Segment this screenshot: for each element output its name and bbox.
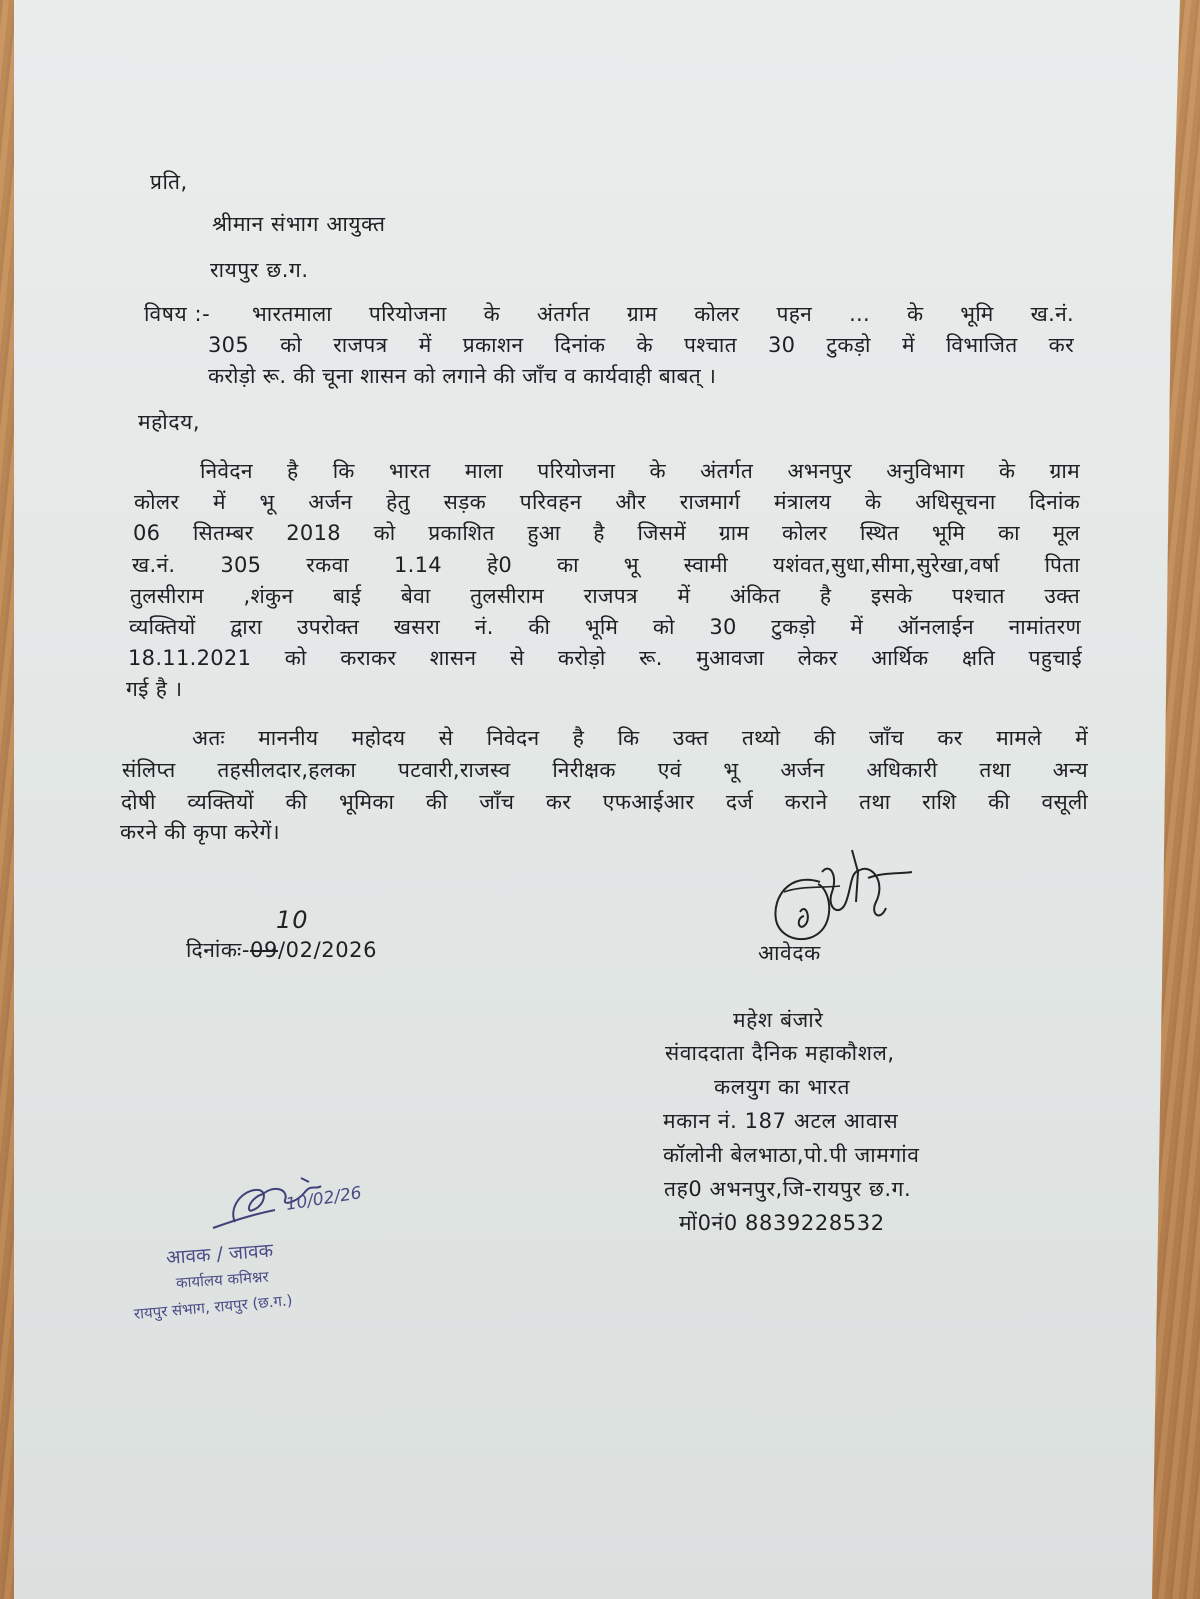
paragraph-line: करने की कृपा करेगें। [120, 820, 280, 844]
date-label: दिनांकः- [186, 938, 251, 962]
sender-line: मकान नं. 187 अटल आवास [663, 1109, 899, 1133]
salutation-to: प्रति, [150, 170, 188, 194]
paragraph-line: 18.11.2021 को कराकर शासन से करोड़ो रू. मुआवजा लेकर आर्थिक क्षति पहुचाई [128, 646, 1082, 670]
paragraph-line: ख.नं. 305 रकवा 1.14 हे0 का भू स्वामी यशंवत,सुधा,सीमा,सुरेखा,वर्षा पिता [132, 553, 1080, 577]
date-rest: /02/2026 [277, 938, 378, 962]
paragraph-line: अतः माननीय महोदय से निवेदन है कि उक्त तथ्यो की जॉंच कर मामले में [192, 726, 1088, 750]
sender-name: महेश बंजारे [733, 1008, 824, 1032]
paragraph-line: कोलर में भू अर्जन हेतु सड़क परिवहन और राजमार्ग मंत्रालय के अधिसूचना दिनांक [134, 490, 1080, 514]
sender-phone: मों0नं0 8839228532 [679, 1211, 885, 1235]
date-line [186, 940, 377, 961]
stamp-line: कार्यालय कमिश्नर [175, 1267, 270, 1292]
receipt-signature-date: 10/02/26 [284, 1183, 363, 1215]
sender-line: संवाददाता दैनिक महाकौशल, [665, 1041, 895, 1065]
sender-line: कॉलोनी बेलभाठा,पो.पी जामगांव [663, 1143, 920, 1167]
subject-line: करोड़ो रू. की चूना शासन को लगाने की जॉंच व कार्यवाही बाबत् । [208, 364, 717, 388]
stamp-line: आवक / जावक [165, 1239, 274, 1269]
recipient-title: श्रीमान संभाग आयुक्त [212, 212, 386, 236]
paragraph-line: 06 सितम्बर 2018 को प्रकाशित हुआ है जिसमें ग्राम कोलर स्थित भूमि का मूल [133, 521, 1080, 545]
sender-line: कलयुग का भारत [714, 1075, 851, 1099]
applicant-label: आवेदक [758, 941, 821, 965]
paragraph-line: गई है । [126, 677, 183, 701]
subject-label: विषय :- [144, 302, 211, 326]
date-handwritten-day: 10 [276, 906, 309, 934]
paragraph-line: दोषी व्यक्तियों की भूमिका की जॉंच कर एफआईआर दर्ज कराने तथा राशि की वसूली [121, 790, 1088, 814]
greeting: महोदय, [138, 410, 201, 434]
applicant-signature [760, 842, 920, 952]
subject-line: 305 को राजपत्र में प्रकाशन दिनांक के पश्चात 30 टुकड़ो में विभाजित कर [208, 333, 1074, 357]
recipient-place: रायपुर छ.ग. [210, 258, 309, 282]
sender-line: तह0 अभनपुर,जि-रायपुर छ.ग. [664, 1177, 912, 1201]
paragraph-line: संलिप्त तहसीलदार,हलका पटवारी,राजस्व निरीक्षक एवं भू अर्जन अधिकारी तथा अन्य [122, 758, 1088, 782]
paragraph-line: व्यक्तियों द्वारा उपरोक्त खसरा नं. की भूमि को 30 टुकड़ो में ऑनलाईन नामांतरण [129, 615, 1081, 639]
stamp-line: रायपुर संभाग, रायपुर (छ.ग.) [133, 1291, 294, 1323]
paragraph-line: निवेदन है कि भारत माला परियोजना के अंतर्गत अभनपुर अनुविभाग के ग्राम [200, 459, 1080, 483]
date-struck-day: 09 [250, 938, 278, 962]
subject-line: भारतमाला परियोजना के अंतर्गत ग्राम कोलर पहन ... के भूमि ख.नं. [252, 302, 1074, 326]
paragraph-line: तुलसीराम ,शंकुन बाई बेवा तुलसीराम राजपत्र में अंकित है इसके पश्चात उक्त [130, 584, 1080, 608]
